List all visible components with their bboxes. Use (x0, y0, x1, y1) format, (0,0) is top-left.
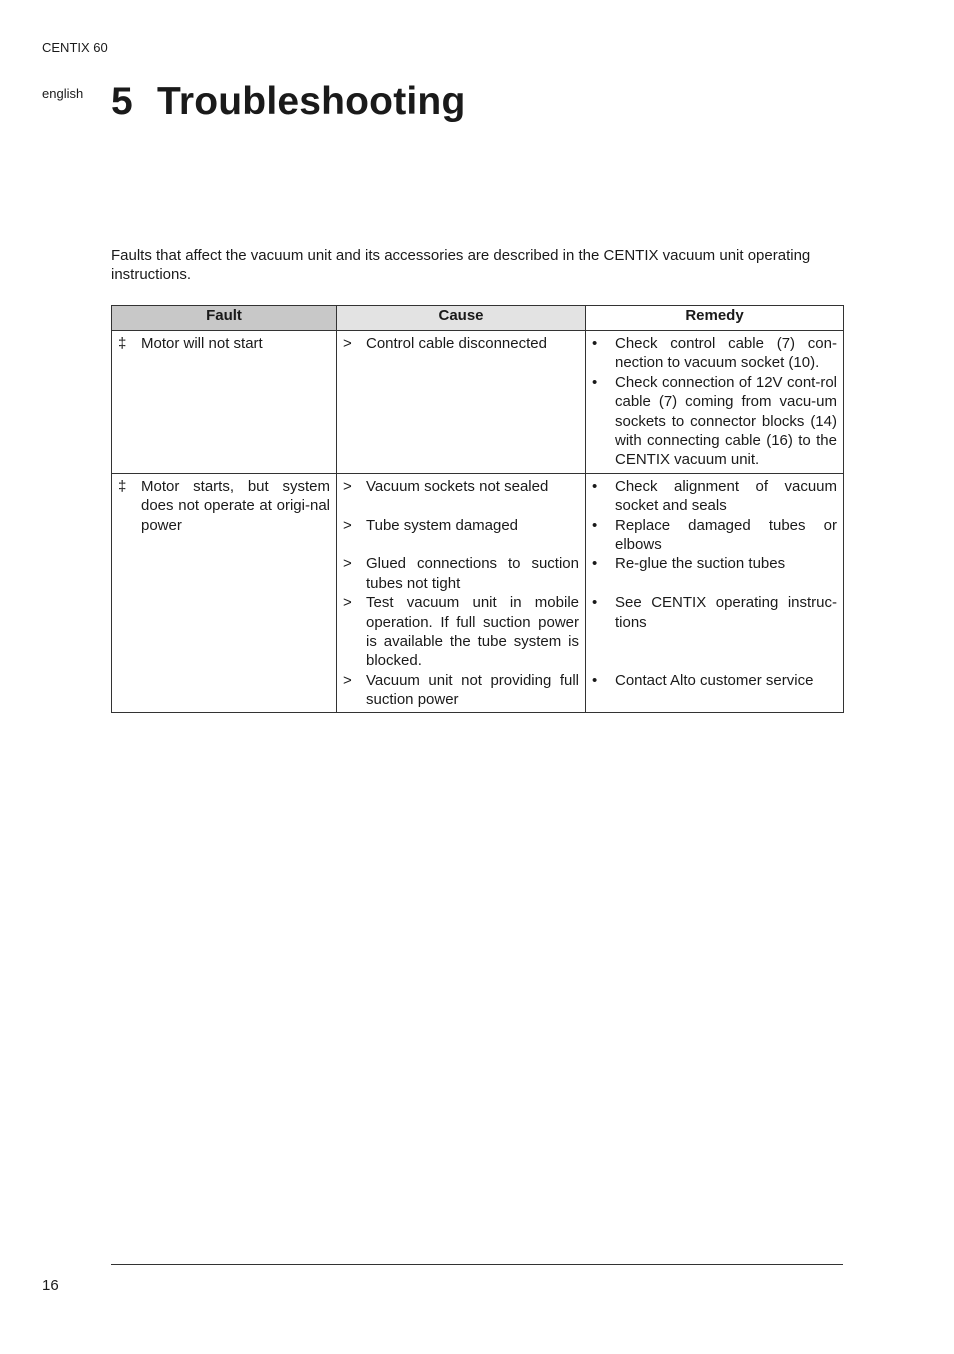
remedy-text: Contact Alto customer service (615, 671, 814, 689)
page-number: 16 (42, 1277, 59, 1294)
header-language: english (42, 86, 84, 101)
remedy-item (592, 477, 837, 516)
remedy-item (592, 373, 837, 470)
remedy-text: Check connection of 12V cont-rol cable (7) coming from vacu-um sockets to connector blocks (14) with connecting cable (16) to the CENTIX vacuum unit. (615, 373, 837, 469)
cause-text: Tube system damaged (366, 516, 519, 534)
remedy-marker: • (592, 477, 598, 495)
header-cause: Cause (337, 306, 586, 331)
fault-item (118, 477, 330, 535)
fault-marker: ‡ (118, 477, 127, 495)
spacer (343, 535, 579, 554)
remedy-text: Check alignment of vacuum socket and seals (615, 477, 837, 515)
remedy-cell (586, 473, 844, 712)
fault-text: Motor starts, but system does not operate at origi-nal power (141, 477, 330, 534)
remedy-marker: • (592, 594, 598, 612)
cause-marker: > (343, 335, 352, 352)
remedy-item (592, 593, 837, 632)
table-row (112, 473, 844, 712)
fault-item (118, 334, 330, 353)
cause-cell (337, 473, 586, 712)
fault-marker: ‡ (118, 335, 127, 352)
cause-marker: > (343, 555, 352, 573)
section-number: 5 (111, 80, 133, 123)
spacer (592, 574, 837, 593)
header-product-name: CENTIX 60 (42, 40, 108, 55)
troubleshooting-table (111, 305, 844, 713)
remedy-text: Check control cable (7) con-nection to vacuum socket (10). (615, 335, 837, 372)
remedy-item (592, 554, 837, 573)
cause-marker: > (343, 594, 352, 612)
cause-text: Control cable disconnected (366, 335, 547, 352)
intro-paragraph: Faults that affect the vacuum unit and its accessories are described in the CENTIX vacuum unit operating instructions. (111, 247, 811, 284)
header-fault: Fault (112, 306, 337, 331)
fault-text: Motor will not start (141, 335, 263, 352)
spacer (592, 632, 837, 651)
remedy-item (592, 671, 837, 690)
remedy-marker: • (592, 373, 598, 391)
cause-text: Vacuum sockets not sealed (366, 477, 549, 495)
cause-text: Glued connections to suction tubes not tight (366, 555, 579, 592)
footer-divider (111, 1264, 843, 1265)
cause-marker: > (343, 477, 352, 495)
remedy-marker: • (592, 335, 598, 352)
header-remedy: Remedy (586, 306, 844, 331)
cause-text: Test vacuum unit in mobile operation. If full suction power is available the tube system is blocked. (366, 594, 579, 670)
cause-item (343, 671, 579, 710)
remedy-item (592, 516, 837, 555)
section-title: Troubleshooting (157, 80, 466, 123)
remedy-text: Re-glue the suction tubes (615, 555, 786, 573)
page-title (111, 80, 465, 124)
cause-item (343, 516, 579, 535)
remedy-marker: • (592, 671, 598, 689)
spacer (592, 651, 837, 670)
table-row (112, 331, 844, 474)
remedy-text: Replace damaged tubes or elbows (615, 516, 837, 554)
remedy-marker: • (592, 516, 598, 534)
remedy-item (592, 334, 837, 373)
cause-cell (337, 331, 586, 474)
cause-marker: > (343, 516, 352, 534)
fault-cell (112, 331, 337, 474)
cause-marker: > (343, 671, 352, 689)
cause-item (343, 334, 579, 353)
cause-item (343, 593, 579, 671)
cause-item (343, 554, 579, 593)
spacer (343, 496, 579, 515)
remedy-text: See CENTIX operating instruc-tions (615, 594, 837, 631)
cause-item (343, 477, 579, 496)
remedy-cell (586, 331, 844, 474)
fault-cell (112, 473, 337, 712)
cause-text: Vacuum unit not providing full suction power (366, 671, 579, 709)
remedy-marker: • (592, 555, 598, 573)
table-header-row (112, 306, 844, 331)
